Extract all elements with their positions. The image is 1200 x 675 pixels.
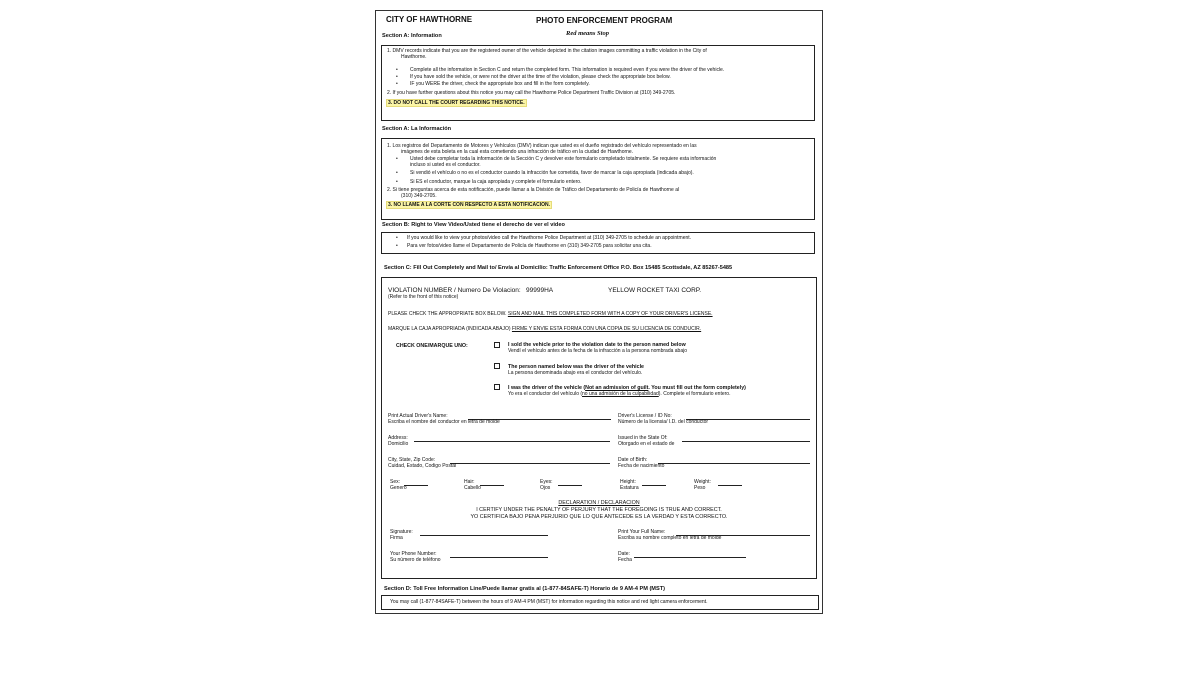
full-name-label: Print Your Full Name: <box>618 529 666 535</box>
address-field[interactable] <box>414 441 610 442</box>
license-label: Driver's License / ID No: <box>618 413 672 419</box>
section-d-text: You may call (1-877-84SAFE-T) between the hours of 9 AM-4 PM (MST) for information regarding this notice and red light camera enforcement. <box>390 599 708 605</box>
option-sold-en: I sold the vehicle prior to the violation date to the person named below <box>508 342 686 348</box>
height-label-es: Estatura <box>620 485 639 491</box>
declaration-title: DECLARATION / DECLARACION <box>558 500 640 506</box>
other-driver-checkbox[interactable] <box>494 363 500 369</box>
section-a-es-bullet3: Si ES el conductor, marque la caja apropiada y complete el formulario entero. <box>410 179 582 185</box>
section-a-en-box <box>381 45 815 121</box>
city-state-zip-field[interactable] <box>450 463 610 464</box>
phone-label-es: Su número de teléfono <box>390 557 441 563</box>
sex-field[interactable] <box>404 485 428 486</box>
bullet-icon: • <box>396 170 398 176</box>
issued-state-label: Issued in the State Of: <box>618 435 668 441</box>
signature-field[interactable] <box>420 535 548 536</box>
section-a-es-bullet1b: incluso si usted es el conductor. <box>410 162 481 168</box>
section-c-box <box>381 277 817 579</box>
full-name-label-es: Escriba su nombre completo en letra de molde <box>618 535 722 541</box>
program-title: PHOTO ENFORCEMENT PROGRAM <box>536 16 673 25</box>
section-d-box <box>381 595 819 610</box>
eyes-field[interactable] <box>558 485 582 486</box>
instruction-es: MARQUE LA CAJA APROPRIADA (INDICADA ABAJO) FIRME Y ENVIE ESTA FORMA CON UNA COPIA DE SU LICENCIA DE CONDUCIR. <box>388 326 702 332</box>
sold-vehicle-checkbox[interactable] <box>494 342 500 348</box>
option-was-driver-en: I was the driver of the vehicle (Not an admission of guilt. You must fill out the form completely) <box>508 385 746 391</box>
tagline: Red means Stop <box>566 30 609 37</box>
phone-field[interactable] <box>450 557 548 558</box>
refer-note: (Refer to the front of this notice) <box>388 294 459 300</box>
declaration-es: YO CERTIFICA BAJO PENA PERJURIO QUE LO QUE ANTECEDE ES LA VERDAD Y ESTA CORRECTO. <box>470 514 728 520</box>
option-was-driver-es: Yo era el conductor del vehículo (no una admisión de la culpabilidad). Complete el formulario entero. <box>508 391 731 397</box>
weight-field[interactable] <box>718 485 742 486</box>
section-a-es-item3 <box>387 203 551 209</box>
section-a-en-title: Section A: Information <box>382 33 442 39</box>
issued-state-label-es: Otorgado en el estado de <box>618 441 675 447</box>
signature-label-es: Firma <box>390 535 403 541</box>
declaration-en: I CERTIFY UNDER THE PENALTY OF PERJURY THAT THE FOREGOING IS TRUE AND CORRECT. <box>476 507 722 513</box>
phone-label: Your Phone Number: <box>390 551 437 557</box>
section-a-es-box <box>381 138 815 220</box>
sex-label: Sex: <box>390 479 401 485</box>
section-a-en-item1: 1. DMV records indicate that you are the registered owner of the vehicle depicted in the citation images committing a traffic violation in the City of <box>387 48 707 54</box>
city-state-zip-label: City, State, Zip Code: <box>388 457 436 463</box>
instruction-en: PLEASE CHECK THE APPROPRIATE BOX BELOW. SIGN AND MAIL THIS COMPLETED FORM WITH A COPY OF YOUR DRIVER'S LICENSE. <box>388 311 713 317</box>
issued-state-field[interactable] <box>682 441 810 442</box>
section-a-es-bullet2: Si vendió el vehículo o no es el conductor cuando la infracción fue cometida, favor de marcar la caja apropiada (indicada abajo). <box>410 170 694 176</box>
address-label-es: Domicilio <box>388 441 409 447</box>
eyes-label-es: Ojos <box>540 485 551 491</box>
weight-label-es: Peso <box>694 485 706 491</box>
company-name: YELLOW ROCKET TAXI CORP. <box>608 287 702 294</box>
hair-label-es: Cabello <box>464 485 481 491</box>
section-b-title: Section B: Right to View Video/Usted tiene el derecho de ver el video <box>382 222 565 228</box>
section-a-en-item2: 2. If you have further questions about this notice you may call the Hawthorne Police Department Traffic Division at (310) 349-2705. <box>387 90 676 96</box>
bullet-icon: • <box>396 179 398 185</box>
section-b-bullet2: Para ver fotos/video llame el Departamento de Policía de Hawthorne en (310) 349-2705 para solicitar una cita. <box>407 243 652 249</box>
section-a-es-item2b: (310) 349-2705. <box>401 193 437 199</box>
dob-label-es: Fecha de nacimiento <box>618 463 665 469</box>
bullet-icon: • <box>396 243 398 249</box>
bullet-icon: • <box>396 74 398 80</box>
height-label: Height: <box>620 479 636 485</box>
was-driver-checkbox[interactable] <box>494 384 500 390</box>
date-label: Date: <box>618 551 630 557</box>
section-a-en-item3 <box>387 101 526 107</box>
height-field[interactable] <box>642 485 666 486</box>
section-b-bullet1: If you would like to view your photos/video call the Hawthorne Police Department at (310) 349-2705 to schedule an appointment. <box>407 235 692 241</box>
section-a-en-bullet3: IF you WERE the driver, check the appropriate box and fill in the form completely. <box>410 81 590 87</box>
no-llame-highlight: 3. NO LLAME A LA CORTE CON RESPECTO A ESTA NOTIFICACION. <box>388 202 551 208</box>
section-a-en-item1b: Hawthorne. <box>401 54 427 60</box>
section-c-title: Section C: Fill Out Completely and Mail to/ Envía al Domicilio: Traffic Enforcement Office P.O. Box 15485 Scottsdale, AZ 85267-5485 <box>384 265 733 271</box>
section-a-en-bullet2: If you have sold the vehicle, or were not the driver at the time of the violation, please check the appropriate box below. <box>410 74 671 80</box>
dob-label: Date of Birth: <box>618 457 648 463</box>
license-label-es: Número de la licensia/ I.D. del conductor <box>618 419 709 425</box>
section-a-en-bullet1: Complete all the information in Section C and return the completed form. This information is required even if you were the driver of the vehicle. <box>410 67 725 73</box>
citation-form-page <box>375 10 823 614</box>
city-name: CITY OF HAWTHORNE <box>386 15 473 24</box>
section-a-es-item2: 2. Si tiene preguntas acerca de esta notificación, puede llamar a la División de Tráfico del Departamento de Policía de Hawthorne al <box>387 187 680 193</box>
sex-label-es: Genero <box>390 485 407 491</box>
section-a-es-title: Section A: La Información <box>382 126 452 132</box>
option-sold-es: Vendí el vehículo antes de la fecha de la infracción a la persona nombrada abajo <box>508 348 688 354</box>
do-not-call-highlight: 3. DO NOT CALL THE COURT REGARDING THIS NOTICE. <box>388 100 525 106</box>
bullet-icon: • <box>396 156 398 162</box>
section-b-box <box>381 232 815 254</box>
eyes-label: Eyes: <box>540 479 553 485</box>
option-other-driver-es: La persona denominada abajo era el conductor del vehículo. <box>508 370 643 376</box>
violation-number-label: VIOLATION NUMBER / Numero De Violacion: <box>388 287 521 294</box>
section-a-es-item1: 1. Los registros del Departamento de Motores y Vehículos (DMV) indican que usted es el dueño registrado del vehículo representado en las <box>387 143 697 149</box>
dob-field[interactable] <box>658 463 810 464</box>
hair-field[interactable] <box>480 485 504 486</box>
address-label: Address: <box>388 435 408 441</box>
date-field[interactable] <box>634 557 746 558</box>
bullet-icon: • <box>396 81 398 87</box>
section-a-es-item1b: imágenes de esta boleta en la cual esta cometiendo una infracción de tráfico en la ciudad de Hawthorne. <box>401 149 634 155</box>
hair-label: Hair: <box>464 479 475 485</box>
city-state-zip-label-es: Cuidad, Estado, Codigo Postal <box>388 463 457 469</box>
driver-name-label-es: Escriba el nombre del conductor en letra de molde <box>388 419 500 425</box>
bullet-icon: • <box>396 67 398 73</box>
violation-number: 99999HA <box>526 287 554 294</box>
bullet-icon: • <box>396 235 398 241</box>
date-label-es: Fecha <box>618 557 632 563</box>
section-a-es-bullet1: Usted debe completar toda la información de la Sección C y devolver este formulario completado totalmente. Se requiere esta información <box>410 156 717 162</box>
option-other-driver-en: The person named below was the driver of the vehicle <box>508 364 644 370</box>
section-d-title: Section D: Toll Free Information Line/Puede llamar gratis al (1-877-84SAFE-T) Horario de 9 AM-4 PM (MST) <box>384 586 665 592</box>
weight-label: Weight: <box>694 479 711 485</box>
signature-label: Signature: <box>390 529 413 535</box>
driver-name-label: Print Actual Driver's Name: <box>388 413 448 419</box>
check-one-label: CHECK ONE/MARQUE UNO: <box>396 343 468 349</box>
